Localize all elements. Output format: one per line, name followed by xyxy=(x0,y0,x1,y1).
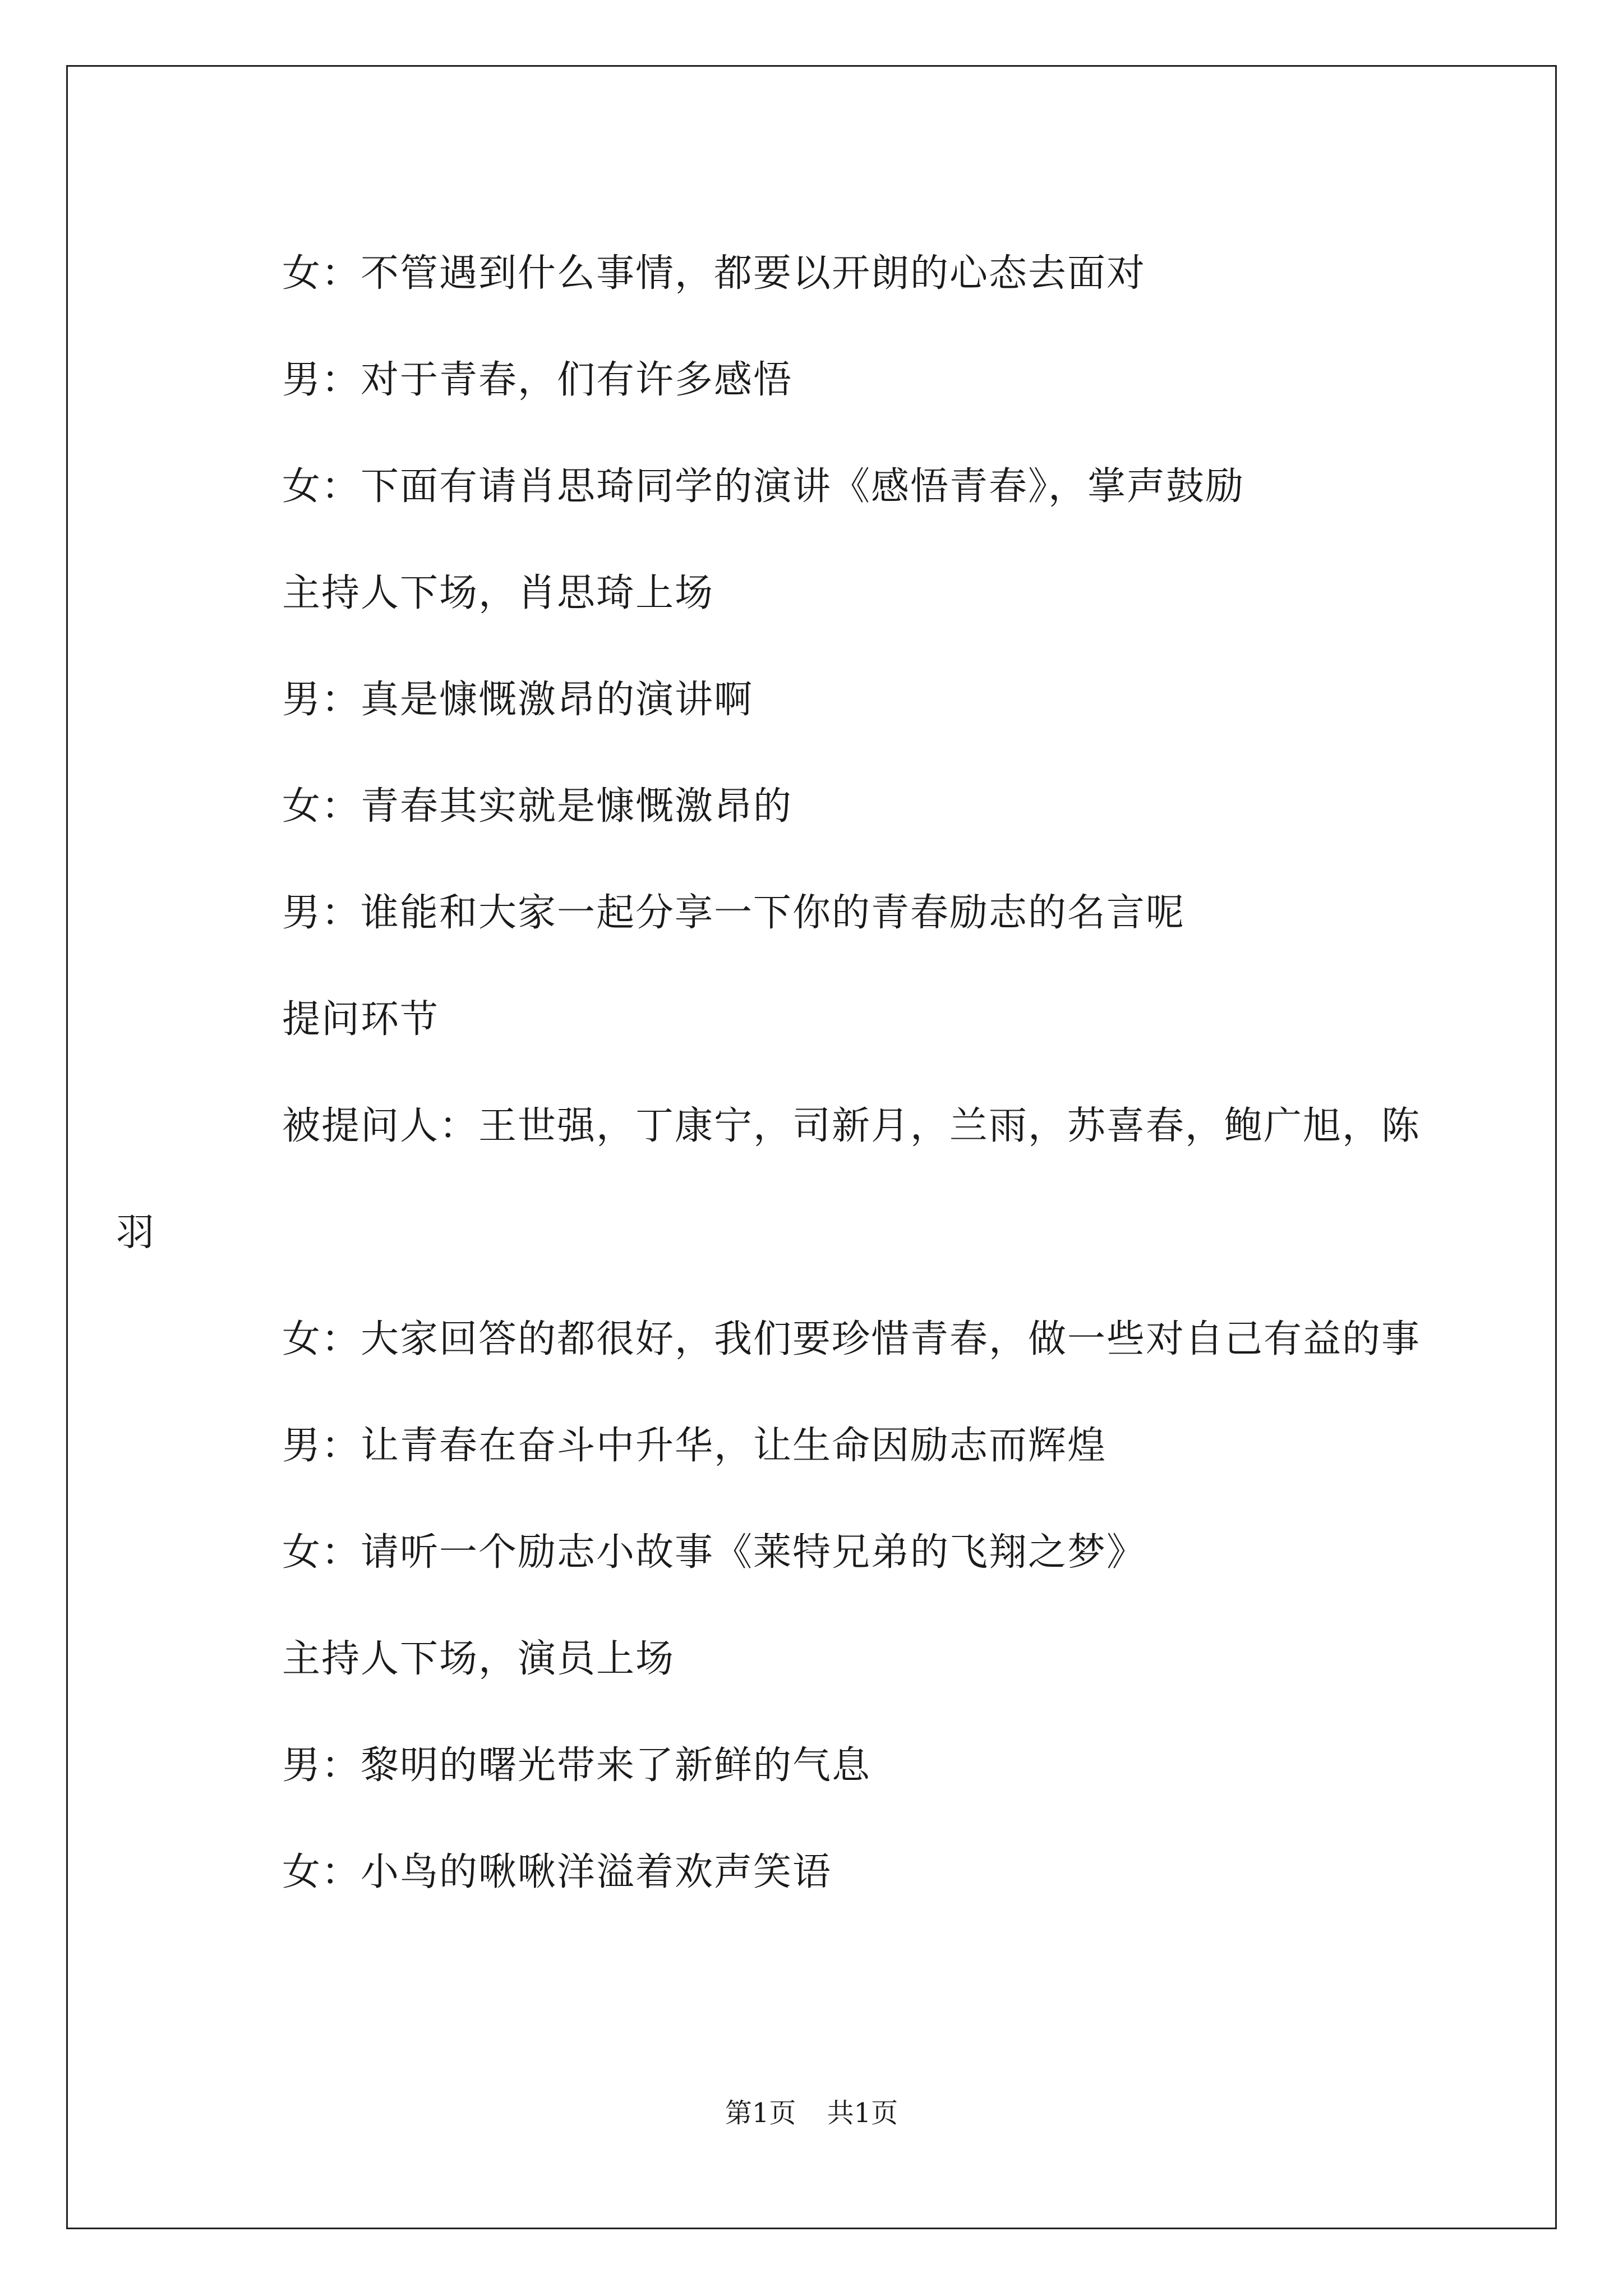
page-footer xyxy=(0,2091,1623,2130)
paragraph: 男：谁能和大家一起分享一下你的青春励志的名言呢 xyxy=(282,891,1186,935)
paragraph: 女：下面有请肖思琦同学的演讲《感悟青春》，掌声鼓励 xyxy=(282,464,1245,509)
paragraph: 男：真是慷慨激昂的演讲啊 xyxy=(282,678,754,722)
paragraph: 提问环节 xyxy=(282,997,440,1042)
document-body xyxy=(116,220,1455,1926)
paragraph: 男：让青春在奋斗中升华，让生命因励志而辉煌 xyxy=(282,1424,1107,1468)
paragraph: 女：大家回答的都很好，我们要珍惜青春，做一些对自己有益的事 xyxy=(282,1317,1421,1361)
paragraph: 女：请听一个励志小故事《莱特兄弟的飞翔之梦》 xyxy=(282,1530,1146,1575)
page-number-total: 共1页 xyxy=(827,2097,898,2129)
paragraph: 男：对于青春，们有许多感悟 xyxy=(282,358,793,402)
paragraph: 被提问人：王世强，丁康宁，司新月，兰雨，苏喜春，鲍广旭，陈羽 xyxy=(116,1104,1421,1255)
paragraph: 主持人下场，肖思琦上场 xyxy=(282,571,714,615)
paragraph: 主持人下场，演员上场 xyxy=(282,1637,675,1681)
paragraph: 女：青春其实就是慷慨激昂的 xyxy=(282,784,793,829)
paragraph: 女：小鸟的啾啾洋溢着欢声笑语 xyxy=(282,1850,832,1894)
page-number-current: 第1页 xyxy=(725,2097,796,2129)
paragraph: 男：黎明的曙光带来了新鲜的气息 xyxy=(282,1743,872,1788)
paragraph: 女：不管遇到什么事情，都要以开朗的心态去面对 xyxy=(282,251,1146,296)
